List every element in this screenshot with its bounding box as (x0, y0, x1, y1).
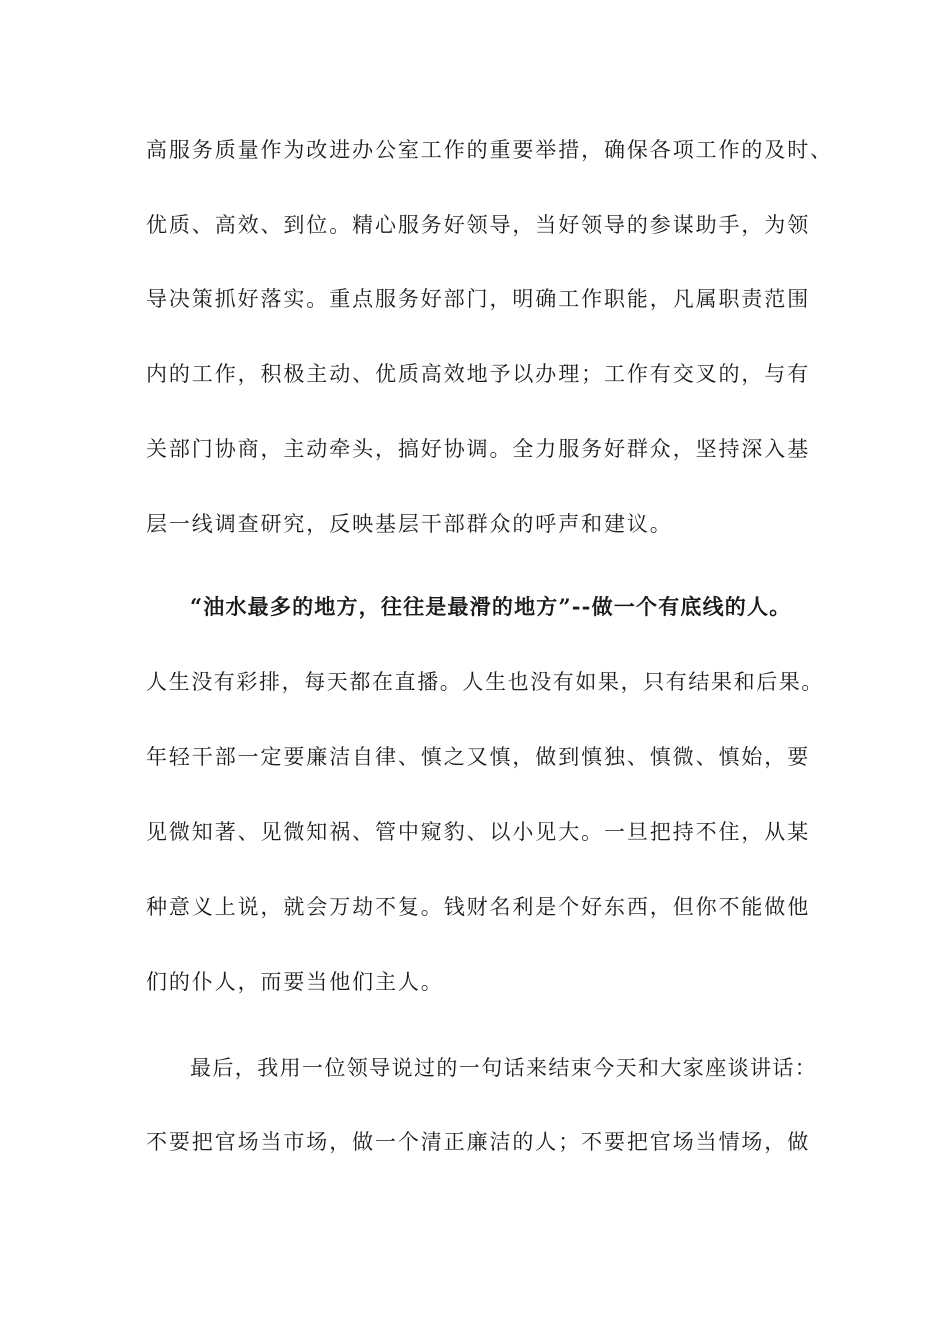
paragraph-2-line-3: 见微知著、见微知祸、管中窥豹、以小见大。一旦把持不住，从某 (146, 820, 811, 844)
paragraph-1-line-5: 关部门协商，主动牵头，搞好协调。全力服务好群众，坚持深入基 (146, 437, 811, 461)
paragraph-2-line-2: 年轻干部一定要廉洁自律、慎之又慎，做到慎独、慎微、慎始，要 (146, 745, 811, 769)
section-heading: “油水最多的地方，往往是最滑的地方”--做一个有底线的人。 (190, 594, 792, 619)
paragraph-3-line-2: 不要把官场当市场，做一个清正廉洁的人；不要把官场当情场，做 (146, 1130, 811, 1154)
paragraph-3-line-1: 最后，我用一位领导说过的一句话来结束今天和大家座谈讲话： (190, 1056, 818, 1080)
paragraph-1-line-3: 导决策抓好落实。重点服务好部门，明确工作职能，凡属职责范围 (146, 287, 811, 311)
paragraph-1-line-6: 层一线调查研究，反映基层干部群众的呼声和建议。 (146, 512, 673, 536)
paragraph-1-line-4: 内的工作，积极主动、优质高效地予以办理；工作有交叉的，与有 (146, 362, 811, 386)
paragraph-1-line-2: 优质、高效、到位。精心服务好领导，当好领导的参谋助手，为领 (146, 213, 811, 237)
paragraph-2-line-4: 种意义上说，就会万劫不复。钱财名利是个好东西，但你不能做他 (146, 895, 811, 919)
paragraph-2-line-5: 们的仆人，而要当他们主人。 (146, 970, 444, 994)
paragraph-2-line-1: 人生没有彩排，每天都在直播。人生也没有如果，只有结果和后果。 (146, 670, 824, 694)
paragraph-1-line-1: 高服务质量作为改进办公室工作的重要举措，确保各项工作的及时、 (146, 138, 833, 162)
